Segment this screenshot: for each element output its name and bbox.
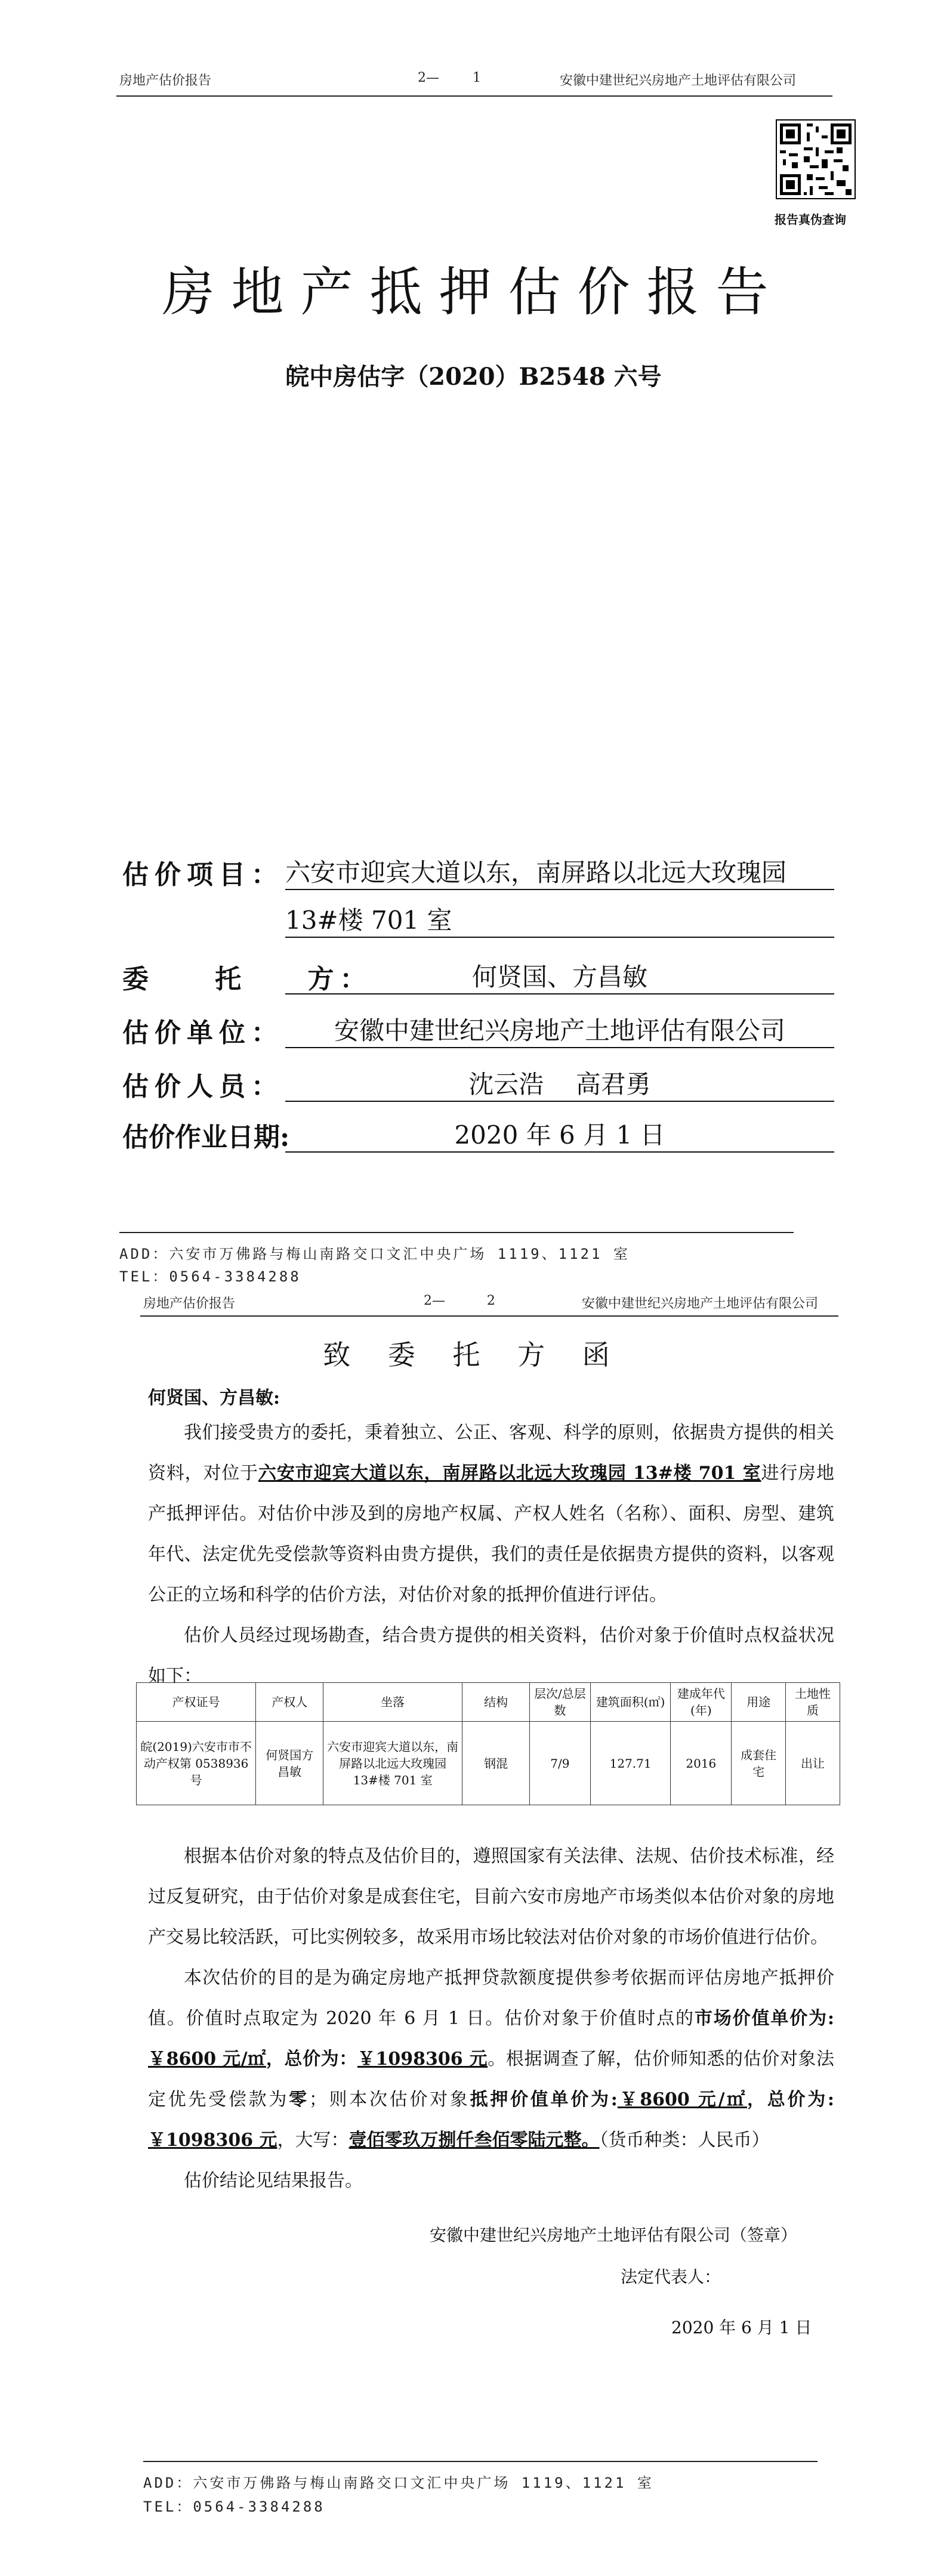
appraiser-unit-label: 估价单位： (122, 1018, 283, 1048)
table-header-cell: 结构 (462, 1683, 530, 1722)
property-address: 六安市迎宾大道以东，南屏路以北远大玫瑰园 13#楼 701 室 (258, 1463, 761, 1484)
signature-company: 安徽中建世纪兴房地产土地评估有限公司（签章） (430, 2225, 798, 2245)
table-cell: 皖(2019)六安市市不动产权第 0538936 号 (137, 1722, 256, 1805)
page2-footer-address: ADD：六安市万佛路与梅山南路交口文汇中央广场 1119、1121 室 (143, 2475, 654, 2491)
page1-header-left: 房地产估价报告 (119, 73, 212, 88)
project-value-line2: 13#楼 701 室 (285, 901, 834, 938)
intro-text-rest: 进行房地产抵押评估。对估价中涉及到的房地产权属、产权人姓名（名称）、面积、房型、建筑年代、法定优先受偿款等资料由贵方提供，我们的责任是依据贵方提供的资料，以客观公正的立场和科学的估价方法，对估价对象的抵押价值进行评估。 (148, 1463, 834, 1605)
appraisers-label: 估价人员： (122, 1071, 283, 1102)
paragraph-intro (148, 1413, 834, 1616)
qr-caption: 报告真伪查询 (775, 212, 846, 227)
work-date-label: 估价作业日期: (122, 1122, 290, 1153)
project-label: 估价项目： (122, 860, 283, 890)
market-total-label: ，总价为： (266, 2049, 357, 2070)
table-header-cell: 用途 (732, 1683, 786, 1722)
paragraph-method: 根据本估价对象的特点及估价目的，遵照国家有关法律、法规、估价技术标准，经过反复研究，由于估价对象是成套住宅，目前六安市房地产市场类似本估价对象的房地产交易比较活跃，可比实例较多，故采用市场比较法对估价对象的市场价值进行估价。 (148, 1846, 834, 1948)
page2-header-rule (140, 1315, 838, 1317)
priority-amount: 零 (289, 2089, 309, 2110)
project-value-line1: 六安市迎宾大道以东，南屏路以北远大玫瑰园 (285, 853, 834, 890)
letter-body-bottom (148, 1836, 834, 2201)
page1-footer-tel: TEL：0564-3384288 (119, 1268, 301, 1285)
table-cell: 127.71 (590, 1722, 671, 1805)
paragraph-status: 估价人员经过现场勘查，结合贵方提供的相关资料，估价对象于价值时点权益状况如下： (148, 1625, 834, 1687)
mortgage-unit-price: ￥8600 元/㎡ (617, 2089, 748, 2110)
signature-representative: 法定代表人： (621, 2267, 721, 2287)
table-header-cell: 产权人 (256, 1683, 323, 1722)
page2-header-page: 2— 2 (424, 1293, 495, 1308)
table-header-cell: 层次/总层数 (530, 1683, 591, 1722)
conclusion-text: 本次估价的目的是为确定房地产抵押贷款额度提供参考依据而评估房地产抵押价值。价值时点取定为 2020 年 6 月 1 日。估价对象于价值时点的 (148, 1967, 834, 2029)
conclusion-text-2: 。根据调查了解，估价师知悉的估价对象法定优先受偿款为 (148, 2049, 835, 2110)
page1-header-page: 2— 1 (418, 70, 481, 85)
report-title: 房地产抵押估价报告 (162, 261, 785, 323)
table-cell: 2016 (671, 1722, 732, 1805)
letter-body-top (148, 1413, 834, 1697)
paragraph-see-report: 估价结论见结果报告。 (184, 2170, 363, 2191)
report-number: 皖中房估字（2020）B2548 六号 (285, 363, 662, 391)
page1-header-right: 安徽中建世纪兴房地产土地评估有限公司 (560, 73, 797, 88)
mortgage-unit-label: 抵押价值单价为: (470, 2089, 618, 2110)
table-cell: 钢混 (462, 1722, 530, 1805)
mortgage-total-label: ，总价为: (747, 2089, 835, 2110)
table-cell: 成套住宅 (732, 1722, 786, 1805)
page2-header-right: 安徽中建世纪兴房地产土地评估有限公司 (582, 1296, 819, 1311)
page2-footer-rule (143, 2461, 818, 2462)
table-cell: 何贤国方昌敏 (256, 1722, 323, 1805)
property-info-table (136, 1682, 840, 1805)
client-value: 何贤国、方昌敏 (285, 957, 834, 994)
page2-header-left: 房地产估价报告 (143, 1296, 236, 1311)
table-cell: 六安市迎宾大道以东，南屏路以北远大玫瑰园 13#楼 701 室 (323, 1722, 462, 1805)
table-header-cell: 建筑面积(㎡) (590, 1683, 671, 1722)
market-unit-label: 市场价值单价为: (694, 2008, 834, 2029)
page1-header-rule (116, 95, 832, 97)
page1-footer-address: ADD：六安市万佛路与梅山南路交口文汇中央广场 1119、1121 室 (119, 1246, 630, 1262)
table-header-cell: 产权证号 (137, 1683, 256, 1722)
capital-amount: 壹佰零玖万捌仟叁佰零陆元整。 (348, 2130, 600, 2151)
intro-text: 我们接受贵方的委托，秉着独立、公正、客观、科学的原则，依据贵方提供的相关资料，对位于 (148, 1422, 834, 1484)
qr-code[interactable] (776, 119, 856, 199)
client-label: 委 托 方： (122, 964, 372, 994)
table-row (137, 1722, 840, 1805)
currency-note: （货币种类：人民币） (599, 2130, 770, 2151)
work-date-value: 2020 年 6 月 1 日 (285, 1116, 834, 1153)
mortgage-total-price: ￥1098306 元 (148, 2130, 277, 2151)
page1-footer-rule (119, 1232, 794, 1233)
appraisers-value: 沈云浩 高君勇 (285, 1065, 834, 1102)
page2-footer-tel: TEL：0564-3384288 (143, 2498, 325, 2515)
table-header-cell: 坐落 (323, 1683, 462, 1722)
conclusion-text-3: ；则本次估价对象 (309, 2089, 470, 2110)
paragraph-conclusion (148, 1958, 834, 2161)
table-header-cell: 土地性质 (786, 1683, 840, 1722)
table-header-cell: 建成年代(年) (671, 1683, 732, 1722)
market-unit-price: ￥8600 元/㎡ (148, 2049, 266, 2070)
addressee: 何贤国、方昌敏: (148, 1388, 280, 1409)
table-cell: 出让 (786, 1722, 840, 1805)
capital-label: ，大写： (277, 2130, 349, 2151)
table-header-row (137, 1683, 840, 1722)
table-cell: 7/9 (530, 1722, 591, 1805)
appraiser-unit-value: 安徽中建世纪兴房地产土地评估有限公司 (285, 1011, 834, 1048)
letter-title: 致 委 托 方 函 (323, 1339, 624, 1371)
signature-date: 2020 年 6 月 1 日 (671, 2318, 812, 2337)
market-total-price: ￥1098306 元 (357, 2049, 488, 2070)
